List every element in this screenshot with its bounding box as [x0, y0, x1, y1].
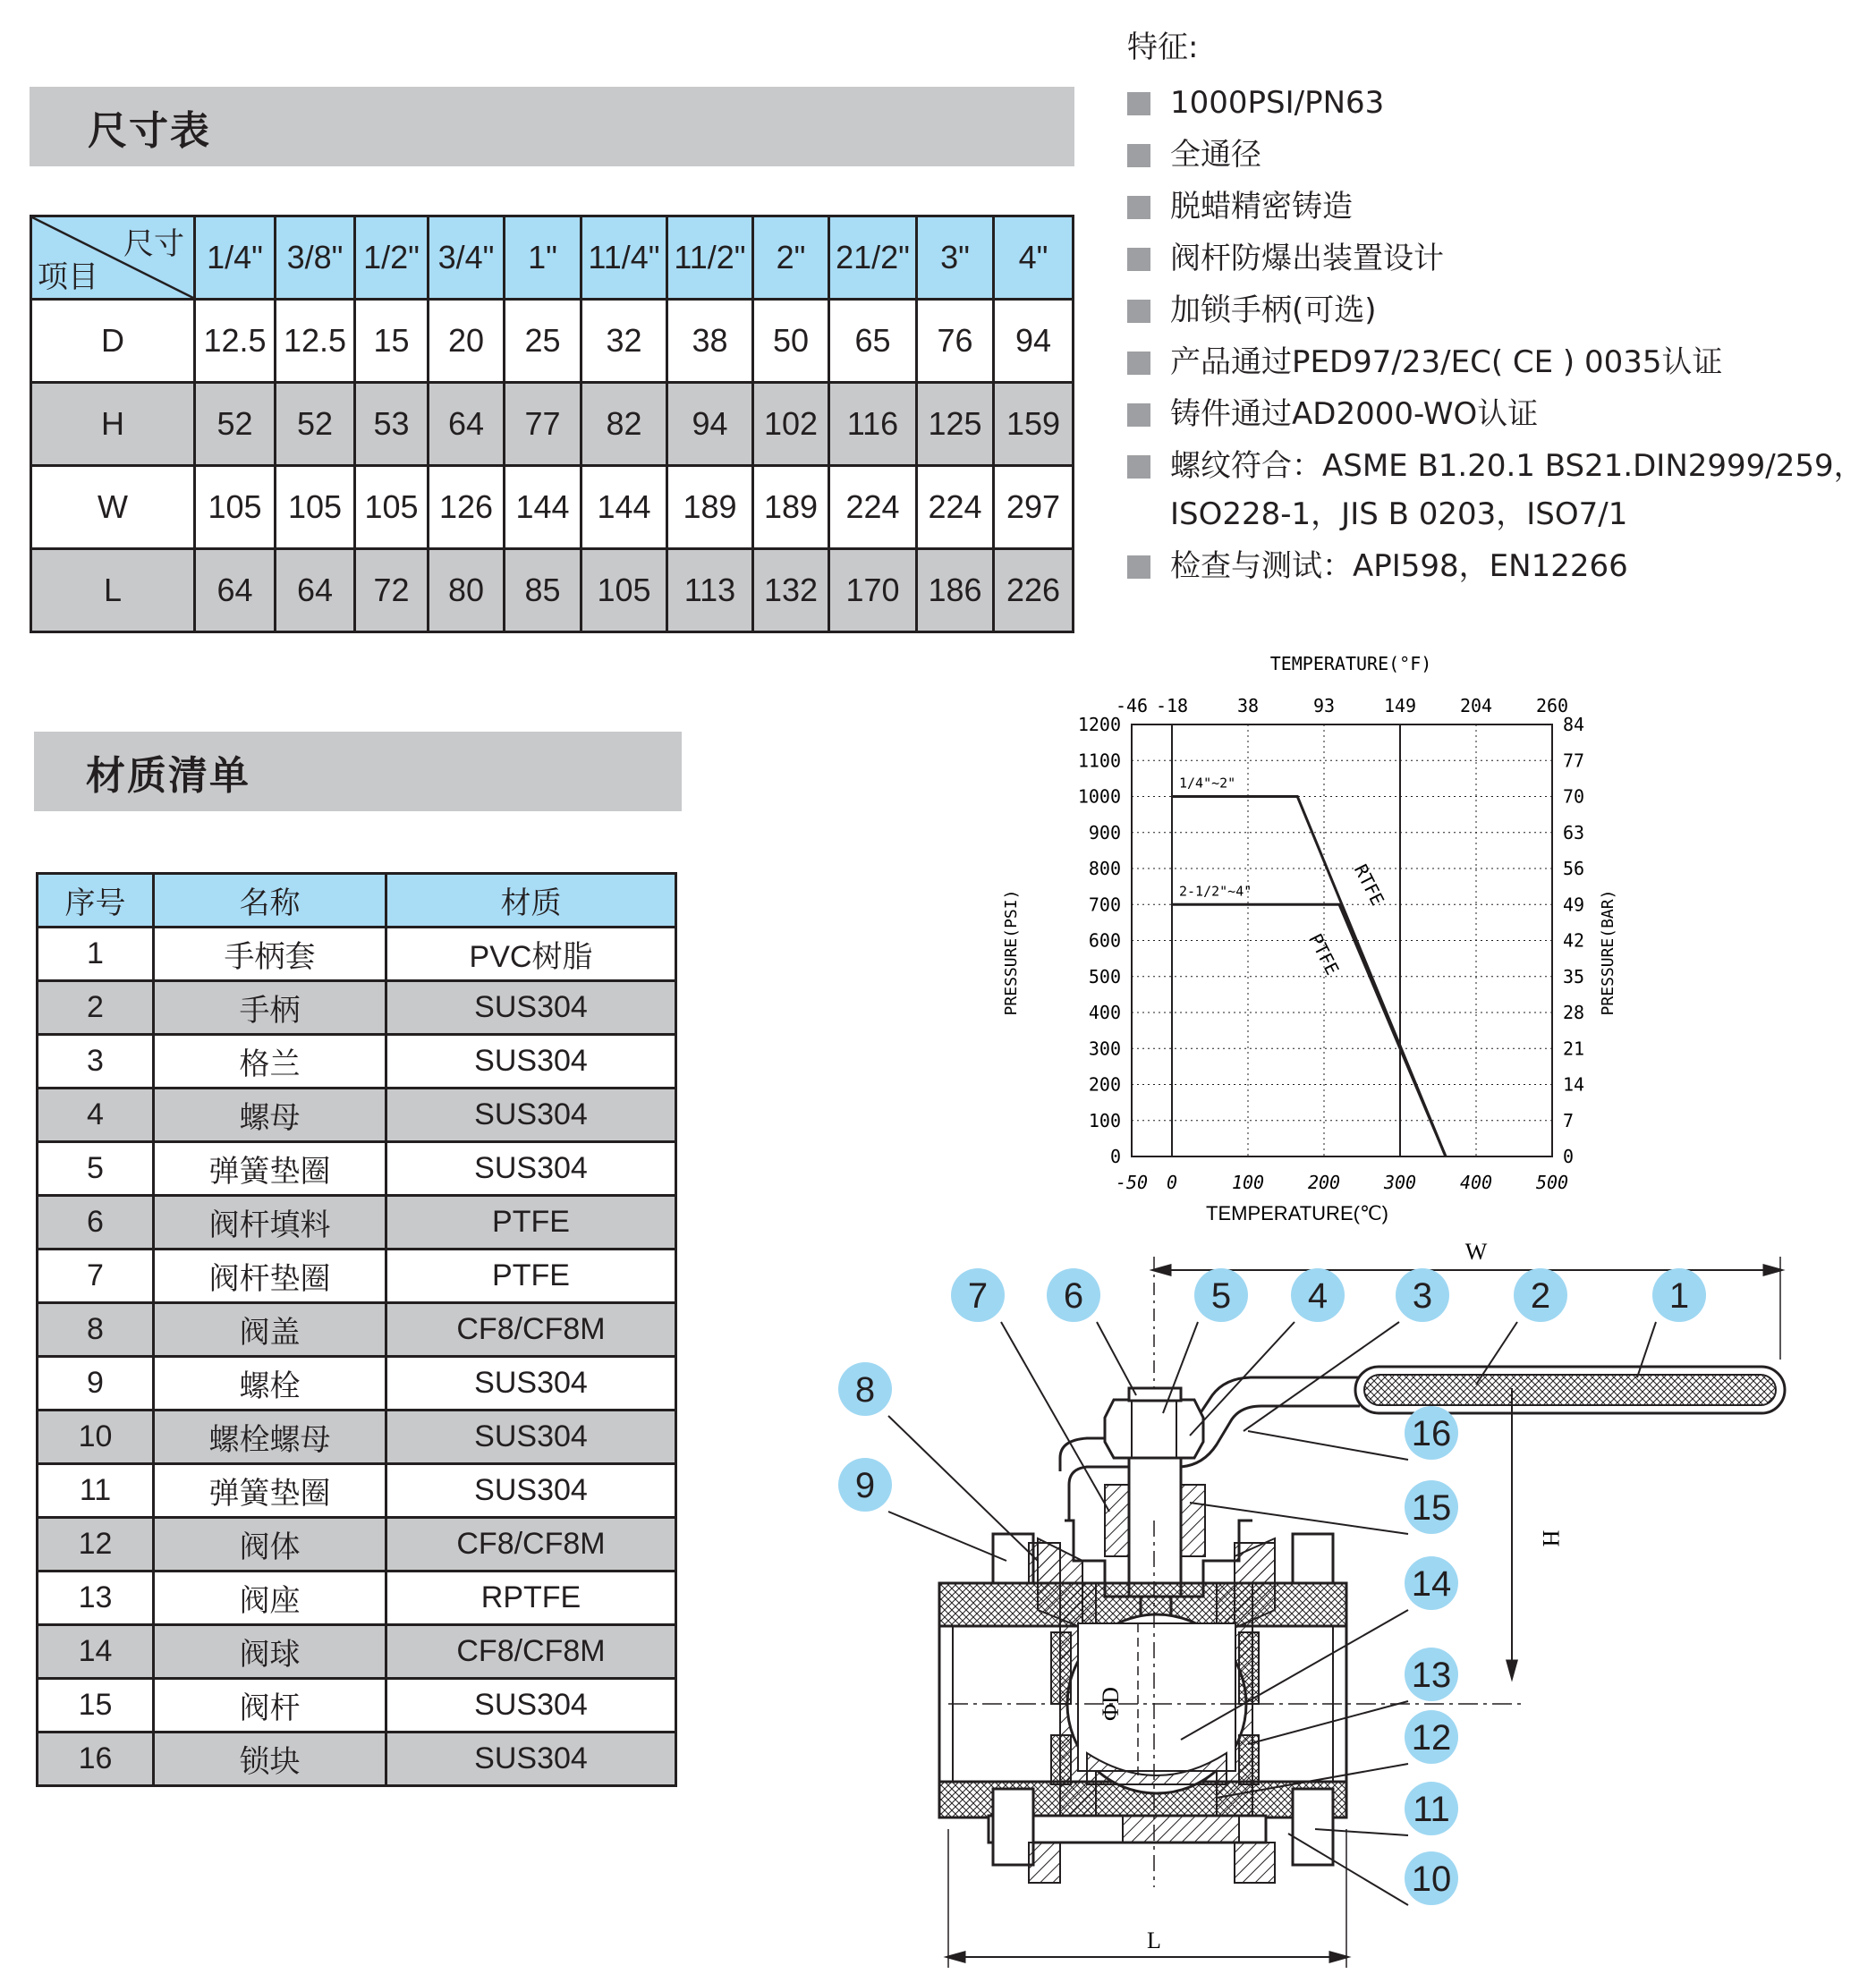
- series-label: 2-1/2"~4": [1179, 883, 1252, 900]
- feature-text: 螺纹符合：ASME B1.20.1 BS21.DIN2999/259，: [1170, 448, 1864, 484]
- feature-item: [1127, 540, 1870, 592]
- y-tick-label: 300: [1088, 1038, 1121, 1060]
- dimension-value-cell: 144: [581, 466, 667, 549]
- size-header-cell: 1/4": [195, 216, 276, 300]
- callout-number: 13: [1411, 1656, 1452, 1695]
- size-header-cell: 4": [994, 216, 1074, 300]
- right-tick-label: 77: [1563, 750, 1585, 772]
- pressure-temperature-chart: [984, 648, 1664, 1239]
- feature-text: 脱蜡精密铸造: [1170, 189, 1353, 225]
- dimension-value-cell: 12.5: [276, 300, 355, 383]
- corner-item-label: 项目: [38, 260, 98, 294]
- dimension-value-cell: 224: [917, 466, 994, 549]
- right-tick-label: 56: [1563, 858, 1585, 879]
- material-name-cell: 锁块: [154, 1733, 386, 1786]
- material-name-cell: 格兰: [154, 1035, 386, 1089]
- dimension-value-cell: 20: [429, 300, 505, 383]
- material-row: [38, 928, 676, 981]
- callout-number: 6: [1063, 1276, 1084, 1316]
- dimension-value-cell: 105: [581, 549, 667, 632]
- dimension-value-cell: 85: [505, 549, 581, 632]
- material-value-cell: SUS304: [386, 1411, 676, 1464]
- material-value-cell: CF8/CF8M: [386, 1625, 676, 1679]
- material-name-cell: 阀球: [154, 1625, 386, 1679]
- callout-number: 7: [967, 1276, 989, 1316]
- material-no-cell: 15: [38, 1679, 154, 1733]
- bullet-square-icon: [1127, 248, 1150, 271]
- bullet-square-icon: [1127, 455, 1150, 479]
- material-header-row: [38, 874, 676, 928]
- y-tick-label: 1000: [1077, 785, 1121, 808]
- dimension-value-cell: 105: [195, 466, 276, 549]
- dimension-value-cell: 105: [355, 466, 429, 549]
- callout-number: 12: [1411, 1718, 1452, 1758]
- callout-number: 9: [854, 1466, 876, 1505]
- features-list: [1127, 22, 1870, 592]
- right-tick-label: 84: [1563, 714, 1585, 735]
- callout-number: 8: [854, 1370, 876, 1410]
- dimension-value-cell: 126: [429, 466, 505, 549]
- callout-number: 15: [1411, 1488, 1452, 1528]
- right-tick-label: 21: [1563, 1038, 1585, 1060]
- dimension-value-cell: 64: [195, 549, 276, 632]
- feature-item: [1127, 233, 1870, 284]
- bullet-square-icon: [1127, 92, 1150, 115]
- feature-item: [1127, 181, 1870, 233]
- leader-line: [1288, 1834, 1408, 1905]
- bullet-square-icon: [1127, 403, 1150, 427]
- valve-body-outline: [939, 1257, 1785, 1968]
- material-header-material: 材质: [386, 874, 676, 928]
- dimension-value-cell: 186: [917, 549, 994, 632]
- material-name-cell: 手柄套: [154, 928, 386, 981]
- dimension-row-label: L: [31, 549, 195, 632]
- dimension-value-cell: 15: [355, 300, 429, 383]
- dimension-row-w: [31, 466, 1074, 549]
- material-no-cell: 5: [38, 1142, 154, 1196]
- material-name-cell: 弹簧垫圈: [154, 1464, 386, 1518]
- material-name-cell: 阀体: [154, 1518, 386, 1572]
- material-header-no: 序号: [38, 874, 154, 928]
- material-value-cell: RPTFE: [386, 1572, 676, 1625]
- callout-number: 16: [1411, 1414, 1452, 1453]
- material-name-cell: 螺栓: [154, 1357, 386, 1411]
- ball-valve-drawing: [0, 1225, 1876, 1974]
- material-no-cell: 16: [38, 1733, 154, 1786]
- bullet-square-icon: [1127, 144, 1150, 167]
- dimension-value-cell: 65: [829, 300, 917, 383]
- right-tick-label: 28: [1563, 1002, 1585, 1023]
- y-tick-label: 0: [1109, 1146, 1121, 1167]
- dimension-value-cell: 25: [505, 300, 581, 383]
- dimension-value-cell: 132: [753, 549, 829, 632]
- leader-line: [1097, 1322, 1136, 1395]
- material-name-cell: 螺母: [154, 1089, 386, 1142]
- feature-item: [1127, 129, 1870, 181]
- right-tick-label: 49: [1563, 894, 1585, 916]
- right-tick-label: 70: [1563, 785, 1585, 808]
- material-name-cell: 阀座: [154, 1572, 386, 1625]
- material-name-cell: 阀杆: [154, 1679, 386, 1733]
- size-header-cell: 3": [917, 216, 994, 300]
- top-tick-label: -18: [1155, 695, 1189, 716]
- dimension-value-cell: 77: [505, 383, 581, 466]
- dimension-value-cell: 64: [276, 549, 355, 632]
- y-tick-label: 200: [1088, 1073, 1121, 1096]
- material-name-cell: 阀盖: [154, 1303, 386, 1357]
- top-axis-label: TEMPERATURE(°F): [1269, 653, 1432, 674]
- dim-h-label: H: [1538, 1529, 1564, 1547]
- right-tick-label: 7: [1563, 1109, 1575, 1131]
- feature-item: [1127, 77, 1870, 129]
- dimension-table: [30, 215, 1074, 633]
- right-tick-label: 63: [1563, 821, 1585, 843]
- dimension-title: 尺寸表: [88, 107, 211, 154]
- feature-text: 加锁手柄(可选): [1170, 292, 1377, 328]
- dim-w-label: W: [1464, 1239, 1488, 1265]
- top-tick-label: 204: [1459, 695, 1493, 716]
- material-value-cell: SUS304: [386, 1464, 676, 1518]
- material-no-cell: 11: [38, 1464, 154, 1518]
- dimension-row-label: W: [31, 466, 195, 549]
- material-no-cell: 6: [38, 1196, 154, 1250]
- callout-number: 2: [1530, 1276, 1551, 1316]
- material-no-cell: 7: [38, 1250, 154, 1303]
- callout-number: 3: [1412, 1276, 1433, 1316]
- material-no-cell: 2: [38, 981, 154, 1035]
- x-tick-label: -50: [1115, 1172, 1149, 1193]
- dimension-value-cell: 226: [994, 549, 1074, 632]
- features-title: 特征:: [1127, 30, 1199, 65]
- dimension-value-cell: 125: [917, 383, 994, 466]
- dimension-value-cell: 76: [917, 300, 994, 383]
- right-tick-label: 35: [1563, 965, 1585, 987]
- material-title: 材质清单: [86, 752, 250, 799]
- leader-line: [1637, 1322, 1656, 1377]
- material-name-cell: 阀杆填料: [154, 1196, 386, 1250]
- bullet-square-icon: [1127, 352, 1150, 375]
- dimension-value-cell: 189: [667, 466, 753, 549]
- feature-text: 产品通过PED97/23/EC( CE ) 0035认证: [1170, 344, 1723, 380]
- dimension-value-cell: 189: [753, 466, 829, 549]
- bullet-square-icon: [1127, 196, 1150, 219]
- material-value-cell: SUS304: [386, 1089, 676, 1142]
- material-value-cell: SUS304: [386, 1357, 676, 1411]
- feature-item-continuation: ISO228-1，JIS B 0203，ISO7/1: [1170, 496, 1628, 532]
- dimension-value-cell: 72: [355, 549, 429, 632]
- dim-l-label: L: [1147, 1927, 1161, 1953]
- material-value-cell: PTFE: [386, 1250, 676, 1303]
- leader-line: [1001, 1322, 1109, 1512]
- leader-line: [888, 1416, 1038, 1561]
- dimension-value-cell: 102: [753, 383, 829, 466]
- y-tick-label: 700: [1088, 894, 1121, 916]
- right-axis-label: PRESSURE(BAR): [1599, 889, 1617, 1016]
- dimension-value-cell: 159: [994, 383, 1074, 466]
- y-axis-label: PRESSURE(PSI): [1002, 889, 1021, 1016]
- leader-line: [1248, 1431, 1408, 1460]
- callout-number: 10: [1411, 1860, 1452, 1899]
- x-tick-label: 0: [1166, 1172, 1178, 1193]
- y-tick-label: 1100: [1077, 750, 1121, 772]
- dimension-value-cell: 170: [829, 549, 917, 632]
- dimension-value-cell: 113: [667, 549, 753, 632]
- dimension-row-l: [31, 549, 1074, 632]
- callout-number: 1: [1668, 1276, 1690, 1316]
- y-tick-label: 600: [1088, 929, 1121, 952]
- material-value-cell: SUS304: [386, 1679, 676, 1733]
- size-header-cell: 11/4": [581, 216, 667, 300]
- feature-item: [1127, 284, 1870, 336]
- material-row: [38, 1089, 676, 1142]
- material-no-cell: 8: [38, 1303, 154, 1357]
- size-header-cell: 1": [505, 216, 581, 300]
- material-no-cell: 14: [38, 1625, 154, 1679]
- y-tick-label: 1200: [1077, 714, 1121, 735]
- callout-number: 11: [1413, 1790, 1450, 1829]
- feature-text: 1000PSI/PN63: [1170, 85, 1385, 121]
- callout-number: 14: [1411, 1564, 1452, 1604]
- material-value-cell: PVC树脂: [386, 928, 676, 981]
- x-tick-label: 500: [1535, 1172, 1569, 1193]
- leader-line: [888, 1512, 1006, 1561]
- dimension-value-cell: 38: [667, 300, 753, 383]
- material-row: [38, 1142, 676, 1196]
- leader-line: [1190, 1503, 1408, 1534]
- callout-number: 4: [1307, 1276, 1328, 1316]
- dimension-value-cell: 94: [994, 300, 1074, 383]
- dim-d-label: ΦD: [1098, 1687, 1124, 1721]
- size-header-cell: 21/2": [829, 216, 917, 300]
- top-tick-label: 38: [1236, 695, 1260, 716]
- material-row: [38, 981, 676, 1035]
- dimension-value-cell: 105: [276, 466, 355, 549]
- dimension-value-cell: 32: [581, 300, 667, 383]
- dimension-banner: [30, 87, 1074, 166]
- material-value-cell: SUS304: [386, 1733, 676, 1786]
- material-name-cell: 螺栓螺母: [154, 1411, 386, 1464]
- feature-item: [1127, 440, 1870, 492]
- dimension-value-cell: 224: [829, 466, 917, 549]
- material-banner: [34, 732, 682, 811]
- top-tick-label: 93: [1312, 695, 1336, 716]
- dimension-value-cell: 12.5: [195, 300, 276, 383]
- dimension-value-cell: 144: [505, 466, 581, 549]
- x-axis-label: TEMPERATURE(℃): [1206, 1202, 1388, 1224]
- leader-line: [1248, 1701, 1408, 1744]
- top-tick-label: 260: [1535, 695, 1569, 716]
- feature-text: 全通径: [1170, 137, 1261, 173]
- material-value-cell: PTFE: [386, 1196, 676, 1250]
- dimension-corner-cell: [31, 216, 195, 300]
- dimension-value-cell: 52: [276, 383, 355, 466]
- y-tick-label: 400: [1088, 1002, 1121, 1023]
- dimension-row-label: D: [31, 300, 195, 383]
- material-no-cell: 10: [38, 1411, 154, 1464]
- dimension-value-cell: 53: [355, 383, 429, 466]
- size-header-cell: 3/4": [429, 216, 505, 300]
- x-tick-label: 300: [1383, 1172, 1417, 1193]
- material-name-cell: 弹簧垫圈: [154, 1142, 386, 1196]
- material-no-cell: 4: [38, 1089, 154, 1142]
- material-no-cell: 12: [38, 1518, 154, 1572]
- feature-item: [1127, 388, 1870, 440]
- size-header-cell: 2": [753, 216, 829, 300]
- dimension-value-cell: 297: [994, 466, 1074, 549]
- dimension-row-label: H: [31, 383, 195, 466]
- callout-number: 5: [1210, 1276, 1232, 1316]
- y-tick-label: 100: [1088, 1109, 1121, 1131]
- material-name-cell: 阀杆垫圈: [154, 1250, 386, 1303]
- rtfe-curve-label: RTFE: [1349, 860, 1389, 910]
- feature-text: 检查与测试：API598，EN12266: [1170, 548, 1628, 584]
- dimension-row-h: [31, 383, 1074, 466]
- x-tick-label: 100: [1231, 1172, 1265, 1193]
- feature-item: [1127, 336, 1870, 388]
- x-tick-label: 200: [1307, 1172, 1341, 1193]
- size-header-cell: 1/2": [355, 216, 429, 300]
- dimension-header-row: [31, 216, 1074, 300]
- y-tick-label: 800: [1088, 858, 1121, 879]
- material-name-cell: 手柄: [154, 981, 386, 1035]
- y-tick-label: 500: [1088, 965, 1121, 987]
- right-tick-label: 14: [1563, 1073, 1585, 1096]
- top-tick-label: -46: [1115, 695, 1149, 716]
- dimension-value-cell: 94: [667, 383, 753, 466]
- material-value-cell: CF8/CF8M: [386, 1303, 676, 1357]
- dimension-value-cell: 50: [753, 300, 829, 383]
- material-no-cell: 13: [38, 1572, 154, 1625]
- size-header-cell: 11/2": [667, 216, 753, 300]
- size-header-cell: 3/8": [276, 216, 355, 300]
- material-value-cell: CF8/CF8M: [386, 1518, 676, 1572]
- material-value-cell: SUS304: [386, 1035, 676, 1089]
- bullet-square-icon: [1127, 300, 1150, 323]
- material-no-cell: 1: [38, 928, 154, 981]
- x-tick-label: 400: [1459, 1172, 1493, 1193]
- top-tick-label: 149: [1383, 695, 1417, 716]
- material-value-cell: SUS304: [386, 1142, 676, 1196]
- dimension-value-cell: 116: [829, 383, 917, 466]
- right-tick-label: 0: [1563, 1146, 1575, 1167]
- material-no-cell: 9: [38, 1357, 154, 1411]
- dimension-value-cell: 64: [429, 383, 505, 466]
- material-value-cell: SUS304: [386, 981, 676, 1035]
- material-header-name: 名称: [154, 874, 386, 928]
- material-no-cell: 3: [38, 1035, 154, 1089]
- feature-text: 铸件通过AD2000-WO认证: [1170, 396, 1539, 432]
- feature-text: 阀杆防爆出装置设计: [1170, 241, 1444, 276]
- dimension-value-cell: 82: [581, 383, 667, 466]
- corner-size-label: 尺寸: [123, 227, 184, 261]
- dimension-row-d: [31, 300, 1074, 383]
- ptfe-curve-label: PTFE: [1304, 929, 1344, 979]
- bullet-square-icon: [1127, 555, 1150, 579]
- y-tick-label: 900: [1088, 821, 1121, 843]
- dimension-value-cell: 80: [429, 549, 505, 632]
- right-tick-label: 42: [1563, 929, 1585, 952]
- dimension-value-cell: 52: [195, 383, 276, 466]
- material-row: [38, 1035, 676, 1089]
- series-label: 1/4"~2": [1179, 775, 1236, 792]
